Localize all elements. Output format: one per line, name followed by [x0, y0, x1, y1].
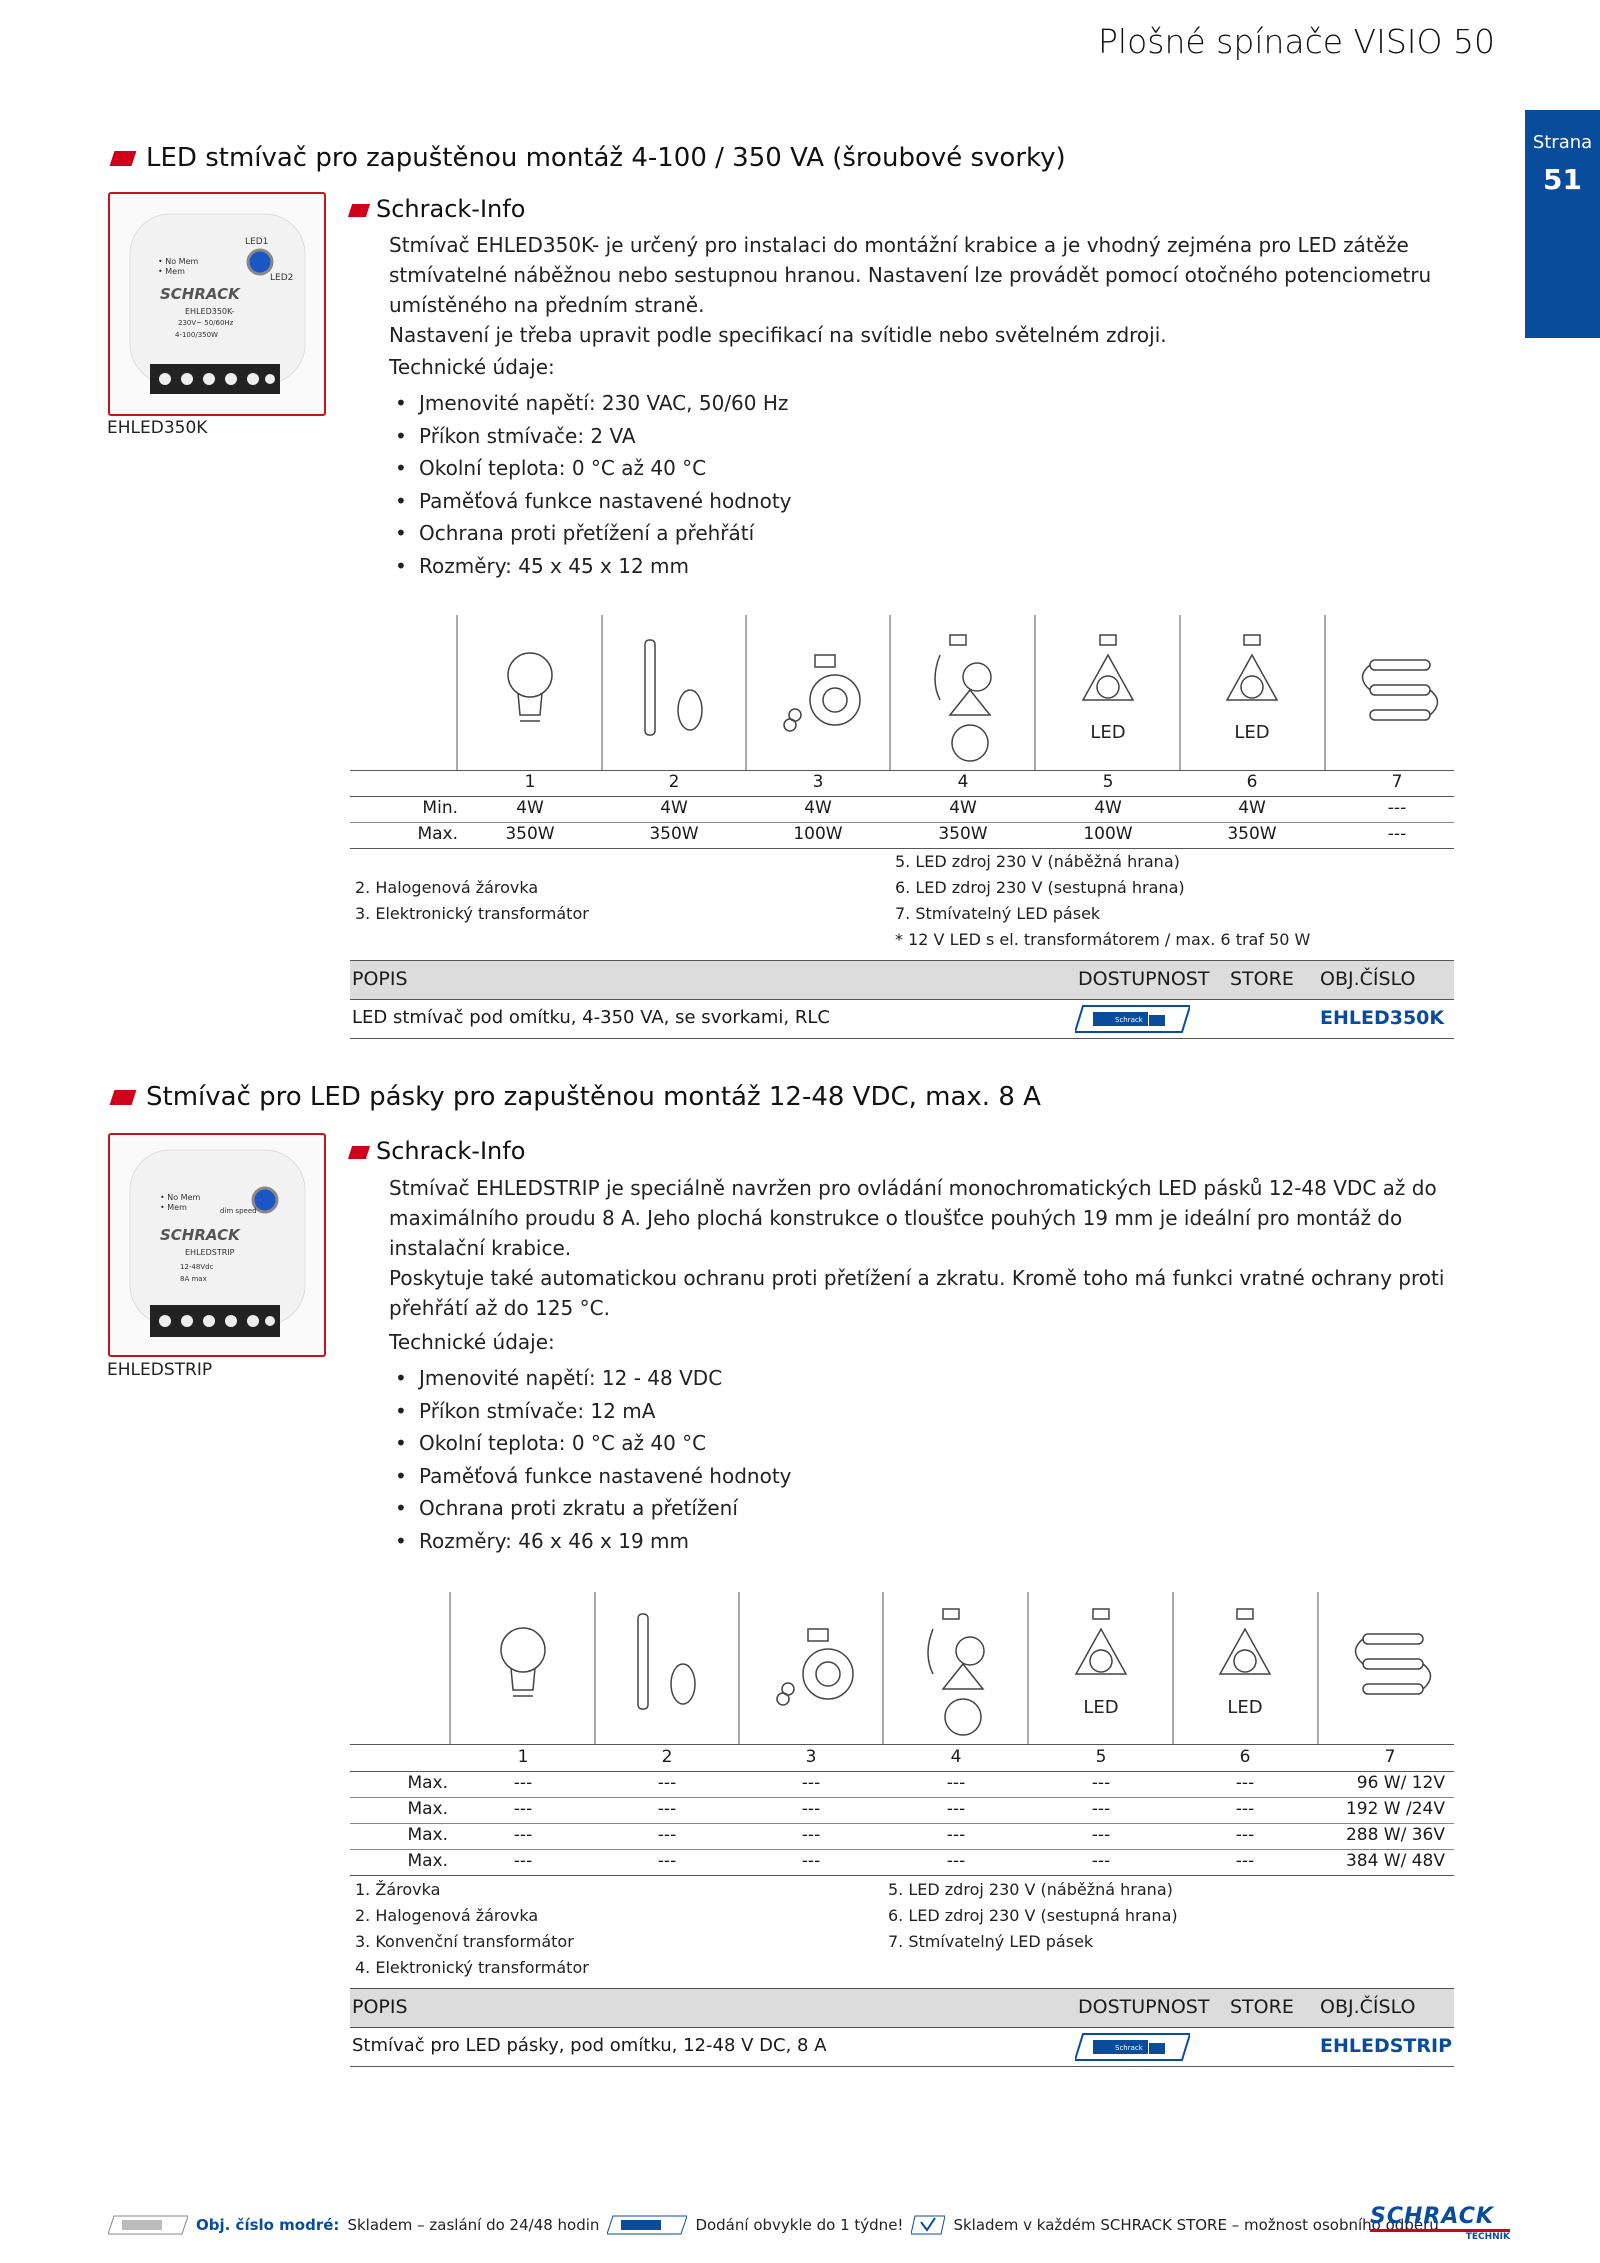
info-paragraph: Poskytuje také automatickou ochranu proti přetížení a zkratu. Kromě toho má funkci vratné ochrany proti přehřátí až do 125 °C.: [389, 1266, 1445, 1320]
svg-text:8A max: 8A max: [180, 1275, 207, 1283]
schrack-info-heading: Schrack-Info: [350, 195, 525, 223]
column-numbers-row-2: 1 2 3 4 5 6 7: [350, 1745, 1454, 1772]
dimmer-device-illustration: [110, 194, 324, 414]
footer-text-1: Skladem – zaslání do 24/48 hodin: [347, 2216, 600, 2234]
product-label: EHLEDSTRIP: [107, 1360, 213, 1380]
info-paragraph: Nastavení je třeba upravit podle specifikací na svítidle nebo světelném zdroji.: [389, 323, 1167, 347]
led-trailing-icon: [1227, 635, 1277, 700]
page-number: 51: [1543, 163, 1582, 196]
led-strip-icon: [1356, 1634, 1431, 1694]
truck-week-icon: [607, 2214, 687, 2236]
schrack-logo: [1370, 2204, 1510, 2244]
halogen-icon: [638, 1614, 695, 1709]
order-table-header-1: POPIS DOSTUPNOST STORE OBJ.ČÍSLO: [350, 960, 1454, 1000]
section-2-title: Stmívač pro LED pásky pro zapuštěnou montáž 12-48 VDC, max. 8 A: [112, 1082, 1041, 1112]
product-label: EHLED350K: [107, 418, 208, 438]
tech-item: • Příkon stmívače: 2 VA: [395, 420, 792, 453]
svg-text:SCHRACK: SCHRACK: [160, 285, 240, 303]
table-row: Max. --- --- --- --- --- --- 384 W/ 48V: [350, 1849, 1454, 1876]
footer-text-2: Dodání obvykle do 1 týdne!: [695, 2216, 904, 2234]
tech-item: • Okolní teplota: 0 °C až 40 °C: [395, 1427, 792, 1460]
order-table-header-2: POPIS DOSTUPNOST STORE OBJ.ČÍSLO: [350, 1988, 1454, 2028]
logo-text: SCHRACK: [1370, 2204, 1510, 2232]
product-image-ehled350k: [108, 192, 326, 416]
halogen-icon: [645, 640, 702, 735]
section-1-title: LED stmívač pro zapuštěnou montáž 4-100 / 350 VA (šroubové svorky): [112, 143, 1066, 173]
svg-text:Schrack: Schrack: [1115, 1016, 1143, 1024]
order-row-2: [350, 2028, 1454, 2067]
legend-right-1: 5. LED zdroj 230 V (náběžná hrana) 6. LED zdroj 230 V (sestupná hrana) 7. Stmívatelný LED pásek * 12 V LED s el. transformátorem / max. 6 traf 50 W: [895, 852, 1311, 949]
tech-heading: Technické údaje:: [389, 355, 555, 379]
page-number-tab: [1525, 110, 1600, 338]
led-label: LED: [1227, 1697, 1263, 1718]
table-row: Max. 350W 350W 100W 350W 100W 350W ---: [350, 822, 1454, 849]
product-image-ehledstrip: [108, 1133, 326, 1357]
tech-item: • Ochrana proti zkratu a přetížení: [395, 1492, 792, 1525]
svg-text:LED1: LED1: [245, 237, 269, 247]
led-trailing-icon: [1220, 1609, 1270, 1674]
svg-text:4-100/350W: 4-100/350W: [175, 331, 218, 339]
tech-item: • Ochrana proti přetížení a přehřátí: [395, 517, 792, 550]
electronic-transformer-icon: [935, 635, 991, 761]
logo-subtext: TECHNIK: [1465, 2232, 1510, 2242]
order-row-1: [350, 1000, 1454, 1039]
legend-right-2: 5. LED zdroj 230 V (náběžná hrana) 6. LED zdroj 230 V (sestupná hrana) 7. Stmívatelný LED pásek: [888, 1880, 1178, 1951]
tech-item: • Paměťová funkce nastavené hodnoty: [395, 1460, 792, 1493]
page-title: Plošné spínače VISIO 50: [1098, 22, 1495, 61]
svg-text:12-48Vdc: 12-48Vdc: [180, 1263, 214, 1271]
load-icons: [350, 1592, 1454, 1744]
section-marker-icon: [110, 1090, 137, 1105]
legend-left-2: 1. Žárovka 2. Halogenová žárovka 3. Konvenční transformátor 4. Elektronický transformátor: [355, 1880, 589, 1977]
tech-item: • Rozměry: 46 x 46 x 19 mm: [395, 1525, 792, 1558]
footer: [108, 2208, 1508, 2242]
dimmer-device-illustration: [110, 1135, 324, 1355]
load-type-icons-2: [350, 1592, 1454, 1745]
page-label: Strana: [1532, 132, 1593, 153]
legend-left-1: 2. Halogenová žárovka 3. Elektronický transformátor: [355, 878, 589, 923]
led-label: LED: [1234, 722, 1270, 743]
truck-stock-icon: [108, 2214, 188, 2236]
led-leading-icon: [1076, 1609, 1126, 1674]
tech-item: • Rozměry: 45 x 45 x 12 mm: [395, 550, 792, 583]
led-leading-icon: [1083, 635, 1133, 700]
order-description: LED stmívač pod omítku, 4-350 VA, se svorkami, RLC: [352, 1007, 830, 1028]
svg-text:SCHRACK: SCHRACK: [160, 1226, 240, 1244]
bulb-icon: [508, 653, 552, 721]
svg-text:• Mem: • Mem: [158, 267, 185, 276]
truck-icon: [1075, 2032, 1190, 2062]
tech-heading: Technické údaje:: [389, 1330, 555, 1354]
table-row: Max. --- --- --- --- --- --- 288 W/ 36V: [350, 1823, 1454, 1850]
order-number-link[interactable]: EHLEDSTRIP: [1320, 2035, 1453, 2057]
svg-text:dim speed: dim speed: [220, 1207, 257, 1215]
schrack-info-heading: Schrack-Info: [350, 1137, 525, 1165]
led-strip-icon: [1363, 660, 1438, 720]
table-row: Min. 4W 4W 4W 4W 4W 4W ---: [350, 796, 1454, 823]
svg-text:LED2: LED2: [270, 273, 294, 283]
footer-label: Obj. číslo modré:: [196, 2216, 340, 2234]
tech-item: • Jmenovité napětí: 230 VAC, 50/60 Hz: [395, 387, 792, 420]
svg-text:EHLED350K-: EHLED350K-: [185, 307, 235, 316]
truck-icon: [1075, 1004, 1190, 1034]
section-marker-icon: [110, 151, 137, 166]
transformer-icon: [777, 1629, 853, 1705]
electronic-transformer-icon: [928, 1609, 984, 1735]
svg-text:230V~ 50/60Hz: 230V~ 50/60Hz: [178, 319, 234, 327]
column-numbers-row-1: 1 2 3 4 5 6 7: [350, 770, 1454, 797]
led-label: LED: [1090, 722, 1126, 743]
tech-item: • Okolní teplota: 0 °C až 40 °C: [395, 452, 792, 485]
tech-list: [395, 1362, 792, 1557]
tech-item: • Paměťová funkce nastavené hodnoty: [395, 485, 792, 518]
table-row: Max. --- --- --- --- --- --- 96 W/ 12V: [350, 1771, 1454, 1798]
tech-list: [395, 387, 792, 582]
info-marker-icon: [348, 1146, 370, 1159]
info-paragraph: Stmívač EHLEDSTRIP je speciálně navržen pro ovládání monochromatických LED pásků 12-48 VDC až do maximálního proudu 8 A. Jeho plochá konstrukce o tloušťce pouhých 19 mm je ideální pro montáž do instalační krabice.: [389, 1176, 1437, 1260]
svg-text:Schrack: Schrack: [1115, 2044, 1143, 2052]
svg-text:EHLEDSTRIP: EHLEDSTRIP: [185, 1248, 235, 1257]
svg-text:• Mem: • Mem: [160, 1203, 187, 1212]
info-paragraph: Stmívač EHLED350K- je určený pro instalaci do montážní krabice a je vhodný zejména pro LED zátěže stmívatelné náběžnou nebo sestupnou hranou. Nastavení lze provádět pomocí otočného potenciometru umístěného na předním straně.: [389, 233, 1432, 317]
info-marker-icon: [348, 204, 370, 217]
info-text: [389, 230, 1489, 382]
footer-text-3: Skladem v každém SCHRACK STORE – možnost osobního odběru: [953, 2216, 1439, 2234]
store-icon: [911, 2214, 945, 2236]
led-label: LED: [1083, 1697, 1119, 1718]
tech-item: • Jmenovité napětí: 12 - 48 VDC: [395, 1362, 792, 1395]
load-type-icons-1: [350, 615, 1454, 771]
transformer-icon: [784, 655, 860, 731]
order-number-link[interactable]: EHLED350K: [1320, 1007, 1445, 1029]
info-text: [389, 1173, 1489, 1357]
bulb-icon: [501, 1628, 545, 1696]
svg-text:• No Mem: • No Mem: [160, 1193, 201, 1202]
svg-text:• No Mem: • No Mem: [158, 257, 199, 266]
order-description: Stmívač pro LED pásky, pod omítku, 12-48 V DC, 8 A: [352, 2035, 827, 2056]
tech-item: • Příkon stmívače: 12 mA: [395, 1395, 792, 1428]
load-icons: [350, 615, 1454, 770]
table-row: Max. --- --- --- --- --- --- 192 W /24V: [350, 1797, 1454, 1824]
